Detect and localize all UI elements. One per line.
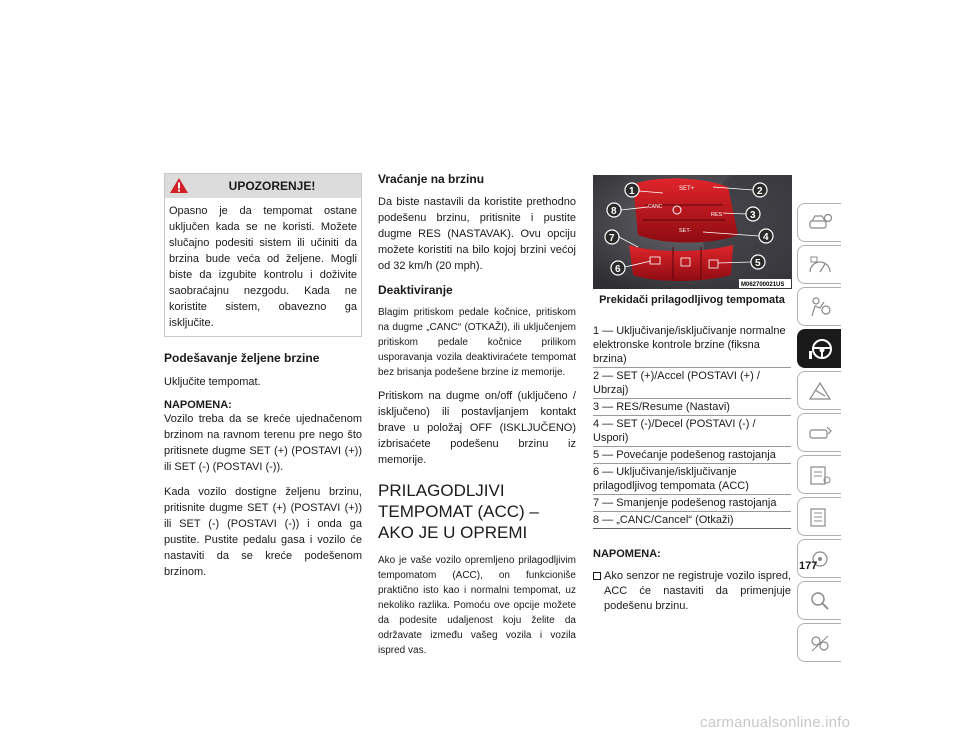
- car-info-icon: [807, 212, 833, 234]
- watermark-text: carmanualsonline.info: [700, 714, 851, 731]
- svg-text:1: 1: [629, 186, 635, 197]
- callout-5: [751, 255, 765, 269]
- svg-text:8: 8: [611, 206, 617, 217]
- legend-item: 1 — Uključivanje/isključivanje normalne elektronske kontrole brzine (fiksna brzina): [593, 323, 791, 368]
- callout-3: [746, 207, 760, 221]
- svg-text:3: 3: [750, 210, 756, 221]
- emergency-icon: [807, 380, 833, 402]
- paragraph: Pritiskom na dugme on/off (uključeno / isključeno) ili postavljanjem kontakt brave u položaj OFF (ISKLJUČENO) izbrisaćete podešenu brzinu iz memorije.: [378, 390, 576, 466]
- warning-box: [164, 173, 362, 337]
- steering-wheel-icon: [807, 337, 833, 361]
- tab-dashboard[interactable]: [797, 245, 841, 284]
- callout-6: [611, 261, 625, 275]
- callout-1: [625, 183, 639, 197]
- paragraph: Da biste nastavili da koristite prethodno podešenu brzinu, pritisnite i pustite dugme RES (NASTAVAK). Ovu opciju možete koristiti na bilo kojoj brzini većoj od 32 km/h (20 mph).: [378, 196, 576, 272]
- figure-caption: Prekidači prilagodljivog tempomata: [599, 294, 785, 306]
- svg-text:5: 5: [755, 258, 761, 269]
- tab-car-info[interactable]: [797, 203, 841, 242]
- legend-item: 6 — Uključivanje/isključivanje prilagodljivog tempomata (ACC): [593, 464, 791, 495]
- callout-2: [753, 183, 767, 197]
- legend-item: 3 — RES/Resume (Nastavi): [593, 399, 791, 416]
- specifications-icon: [807, 506, 833, 528]
- section-heading-set-speed: Podešavanje željene brzine: [164, 351, 320, 365]
- callout-4: [759, 229, 773, 243]
- note-item-text: Ako senzor ne registruje vozilo ispred, ACC će nastaviti da primenjuje podešenu brzinu.: [604, 570, 791, 612]
- warning-text: Opasno je da tempomat ostane uključen kada se ne koristi. Možete slučajno podesiti sistem ili učiniti da brzina bude veća od željene. Mogli biste da izgubite kontrolu i doživite saobraćajnu nezgodu. Kada ne koristite sistem, obavezno ga isključite.: [169, 205, 357, 329]
- svg-text:2: 2: [757, 186, 763, 197]
- paragraph: Blagim pritiskom pedale kočnice, pritiskom na dugme „CANC“ (OTKAŽI), ili uključenjem pritiskom pedale kočnice prilikom usporavanja vozila deaktiviraćete tempomat bez brisanja podešene brzine iz memorije.: [378, 307, 576, 378]
- callout-8: [607, 203, 621, 217]
- tab-safety[interactable]: [797, 287, 841, 326]
- legend-item: 4 — SET (-)/Decel (POSTAVI (-) / Uspori): [593, 416, 791, 447]
- index-icon: [807, 632, 833, 654]
- paragraph: Ako je vaše vozilo opremljeno prilagodljivim tempomatom (ACC), on funkcioniše praktično isto kao i normalni tempomat, uz nekoliko razlika. Pomoću ove opcije možete da podesite udaljenost koju želite da održavate između vašeg vozila i vozila ispred vas.: [378, 555, 576, 656]
- tab-service[interactable]: [797, 413, 841, 452]
- note-label: NAPOMENA:: [164, 399, 232, 411]
- column-left: [164, 170, 362, 580]
- tab-starting-operating[interactable]: [797, 329, 841, 368]
- search-icon: [807, 590, 833, 612]
- dashboard-icon: [807, 254, 833, 276]
- section-heading-deactivate: Deaktiviranje: [378, 283, 453, 297]
- legend-item: 7 — Smanjenje podešenog rastojanja: [593, 495, 791, 512]
- service-icon: [807, 422, 833, 444]
- page-number: 177: [799, 560, 818, 572]
- canc-label: CANC: [648, 204, 663, 210]
- callout-7: [605, 230, 619, 244]
- tab-search[interactable]: [797, 581, 841, 620]
- acc-switches-photo: [593, 175, 792, 289]
- steering-wheel-switches-illustration: [593, 175, 792, 289]
- figure-legend: [593, 323, 791, 529]
- paragraph: Kada vozilo dostigne željenu brzinu, pritisnite dugme SET (+) (POSTAVI (+)) ili SET (-) (POSTAVI (-)) i onda ga pustite. Pustite pedalu gasa i vozilo će nastaviti da se kreće podešenom brzinom.: [164, 486, 362, 578]
- tab-specifications[interactable]: [797, 497, 841, 536]
- paragraph: Uključite tempomat.: [164, 376, 261, 388]
- legend-item: 8 — „CANC/Cancel“ (Otkaži): [593, 512, 791, 529]
- res-label: RES: [711, 212, 723, 218]
- legend-item: 2 — SET (+)/Accel (POSTAVI (+) / Ubrzaj): [593, 368, 791, 399]
- svg-text:6: 6: [615, 264, 621, 275]
- svg-text:7: 7: [609, 233, 615, 244]
- column-middle: [378, 170, 576, 658]
- chapter-tabs: [797, 203, 841, 665]
- tab-index[interactable]: [797, 623, 841, 662]
- maintenance-icon: [807, 464, 833, 486]
- tab-multimedia[interactable]: [797, 539, 841, 578]
- set-plus-label: SET+: [679, 186, 695, 192]
- note-item: [593, 569, 791, 614]
- tab-emergency[interactable]: [797, 371, 841, 410]
- figure-code: M062700021US: [741, 282, 785, 288]
- section-heading-resume: Vraćanje na brzinu: [378, 172, 485, 186]
- set-minus-label: SET-: [679, 228, 692, 234]
- tab-maintenance[interactable]: [797, 455, 841, 494]
- safety-icon: [807, 296, 833, 318]
- note-label: NAPOMENA:: [593, 548, 661, 560]
- chapter-heading-acc: PRILAGODLJIVI TEMPOMAT (ACC) – AKO JE U OPREMI: [378, 481, 539, 542]
- svg-text:4: 4: [763, 232, 769, 243]
- warning-header: [165, 174, 361, 198]
- warning-title: UPOZORENJE!: [228, 179, 316, 193]
- column-right: [593, 294, 791, 614]
- note-text: Vozilo treba da se kreće ujednačenom brzinom na ravnom terenu pre nego što pritisnete dugme SET (+) (POSTAVI (+)) ili SET (-) (POSTAVI (-)).: [164, 413, 362, 473]
- legend-item: 5 — Povećanje podešenog rastojanja: [593, 447, 791, 464]
- checkbox-bullet-icon: [593, 569, 604, 614]
